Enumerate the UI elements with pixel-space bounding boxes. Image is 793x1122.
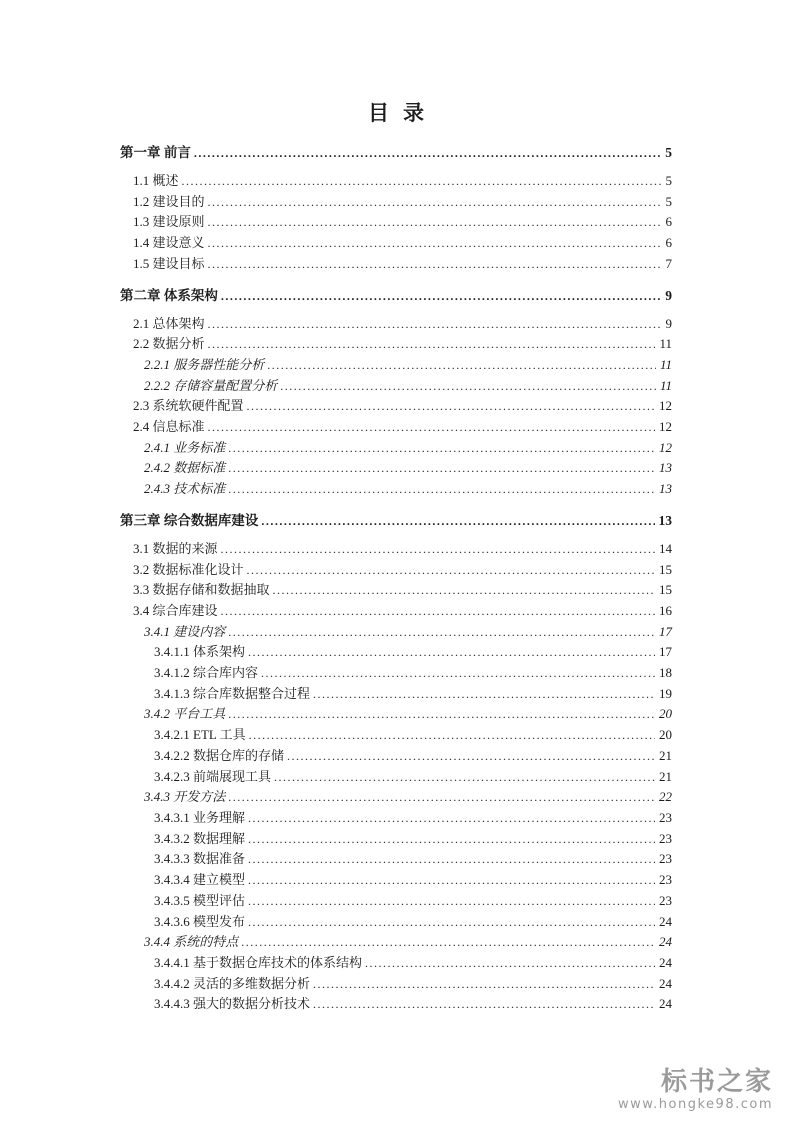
toc-page-number: 13 xyxy=(659,481,672,497)
toc-page-number: 17 xyxy=(659,623,672,639)
toc-entry-row xyxy=(120,438,672,459)
dot-leader xyxy=(365,953,655,974)
dot-leader xyxy=(313,684,655,705)
toc-entry-label: 3.4.1 建设内容 xyxy=(144,623,226,639)
toc-page-number: 23 xyxy=(659,809,672,825)
toc-entry-row xyxy=(120,953,672,974)
dot-leader xyxy=(313,994,655,1015)
dot-leader xyxy=(248,912,655,933)
dot-leader xyxy=(208,233,662,254)
dot-leader xyxy=(228,622,655,643)
toc-chapter-row xyxy=(120,285,672,307)
toc-page-number: 21 xyxy=(659,747,672,763)
toc-entry-row xyxy=(120,787,672,808)
toc-entry-row xyxy=(120,932,672,953)
dot-leader xyxy=(208,192,662,213)
toc-entry-label: 2.4.3 技术标准 xyxy=(144,481,226,497)
toc-page-number: 21 xyxy=(659,768,672,784)
toc-entry-row xyxy=(120,622,672,643)
toc-page-number: 5 xyxy=(665,145,672,160)
toc-entry-row xyxy=(120,642,672,663)
toc-page-number: 6 xyxy=(665,214,672,230)
toc-page-number: 6 xyxy=(665,235,672,251)
toc-page-number: 9 xyxy=(665,287,672,303)
toc-entry-row xyxy=(120,417,672,438)
dot-leader xyxy=(228,787,655,808)
dot-leader xyxy=(287,746,655,767)
toc-page-number: 11 xyxy=(659,377,672,393)
toc-entry-row xyxy=(120,314,672,335)
dot-leader xyxy=(241,932,655,953)
toc-page-number: 22 xyxy=(659,789,672,805)
dot-leader xyxy=(248,891,655,912)
toc-entry-row xyxy=(120,746,672,767)
toc-page-number: 12 xyxy=(659,419,672,435)
toc-page-number: 20 xyxy=(659,706,672,722)
toc-entry-row xyxy=(120,891,672,912)
toc-entry-row xyxy=(120,767,672,788)
toc-page-number: 24 xyxy=(659,954,672,970)
toc-entry-label: 1.4 建设意义 xyxy=(133,235,205,251)
toc-entry-label: 3.4.1.3 综合库数据整合过程 xyxy=(154,685,311,701)
toc-entry-row xyxy=(120,684,672,705)
toc-entry-label: 3.1 数据的来源 xyxy=(133,540,218,556)
toc-entry-label: 2.4.1 业务标准 xyxy=(144,439,226,455)
toc-entry-row xyxy=(120,233,672,254)
toc-entry-row xyxy=(120,254,672,275)
table-of-contents xyxy=(120,142,672,1015)
dot-leader xyxy=(182,171,662,192)
toc-page-number: 13 xyxy=(659,460,672,476)
dot-leader xyxy=(208,314,662,335)
toc-entry-label: 3.3 数据存储和数据抽取 xyxy=(133,582,270,598)
dot-leader xyxy=(228,438,655,459)
dot-leader xyxy=(248,829,655,850)
dot-leader xyxy=(248,849,655,870)
toc-entry-label: 2.2 数据分析 xyxy=(133,336,205,352)
toc-entry-label: 第二章 体系架构 xyxy=(120,287,218,303)
toc-entry-row xyxy=(120,829,672,850)
toc-page-number: 23 xyxy=(659,872,672,888)
toc-entry-row xyxy=(120,171,672,192)
dot-leader xyxy=(221,539,655,560)
toc-entry-label: 1.5 建设目标 xyxy=(133,255,205,271)
toc-entry-row xyxy=(120,808,672,829)
toc-entry-label: 3.2 数据标准化设计 xyxy=(133,561,244,577)
dot-leader xyxy=(267,355,656,376)
toc-entry-row xyxy=(120,479,672,500)
toc-page-number: 9 xyxy=(665,315,672,331)
watermark-url-text: www.hongke98.com xyxy=(617,1097,773,1112)
toc-page-number: 11 xyxy=(659,356,672,372)
dot-leader xyxy=(208,254,662,275)
toc-page-number: 12 xyxy=(659,398,672,414)
toc-entry-label: 2.4 信息标准 xyxy=(133,419,205,435)
toc-entry-label: 3.4.1.2 综合库内容 xyxy=(154,665,259,681)
toc-entry-row xyxy=(120,376,672,397)
dot-leader xyxy=(249,725,655,746)
toc-page-number: 24 xyxy=(659,913,672,929)
toc-entry-label: 2.1 总体架构 xyxy=(133,315,205,331)
toc-entry-label: 3.4.2.3 前端展现工具 xyxy=(154,768,272,784)
toc-page-number: 23 xyxy=(659,851,672,867)
toc-entry-row xyxy=(120,663,672,684)
watermark-brand-text: 标书之家 xyxy=(660,1067,773,1097)
toc-entry-label: 3.4.2.1 ETL 工具 xyxy=(154,727,246,743)
toc-entry-label: 3.4.3.4 建立模型 xyxy=(154,872,246,888)
toc-entry-label: 3.4.3 开发方法 xyxy=(144,789,226,805)
toc-entry-row xyxy=(120,849,672,870)
watermark xyxy=(618,1068,773,1112)
dot-leader xyxy=(208,417,655,438)
toc-page-number: 24 xyxy=(659,996,672,1012)
toc-entry-label: 3.4.2.2 数据仓库的存储 xyxy=(154,747,285,763)
toc-entry-row xyxy=(120,725,672,746)
dot-leader xyxy=(221,601,655,622)
toc-entry-row xyxy=(120,458,672,479)
toc-page-number: 19 xyxy=(659,685,672,701)
toc-entry-row xyxy=(120,704,672,725)
toc-entry-row xyxy=(120,580,672,601)
toc-page-number: 24 xyxy=(659,934,672,950)
toc-chapter-row xyxy=(120,510,672,532)
dot-leader xyxy=(208,212,662,233)
toc-entry-row xyxy=(120,334,672,355)
toc-entry-row xyxy=(120,912,672,933)
dot-leader xyxy=(248,870,655,891)
toc-entry-row xyxy=(120,560,672,581)
toc-entry-label: 2.4.2 数据标准 xyxy=(144,460,226,476)
toc-entry-row xyxy=(120,974,672,995)
toc-entry-label: 3.4.4.1 基于数据仓库技术的体系结构 xyxy=(154,954,363,970)
toc-page-number: 18 xyxy=(659,665,672,681)
dot-leader xyxy=(248,642,655,663)
dot-leader xyxy=(248,808,655,829)
toc-entry-label: 1.2 建设目的 xyxy=(133,193,205,209)
dot-leader xyxy=(261,663,655,684)
toc-page-number: 17 xyxy=(659,644,672,660)
toc-entry-label: 1.1 概述 xyxy=(133,173,179,188)
toc-entry-label: 2.2.2 存储容量配置分析 xyxy=(144,377,278,393)
dot-leader xyxy=(261,510,654,532)
toc-entry-label: 3.4.1.1 体系架构 xyxy=(154,644,246,660)
toc-entry-label: 3.4 综合库建设 xyxy=(133,602,218,618)
toc-entry-row xyxy=(120,539,672,560)
toc-page-number: 14 xyxy=(659,540,672,556)
dot-leader xyxy=(221,285,661,307)
toc-entry-row xyxy=(120,601,672,622)
toc-page-number: 23 xyxy=(659,892,672,908)
toc-entry-row xyxy=(120,355,672,376)
toc-page-number: 15 xyxy=(659,582,672,598)
dot-leader xyxy=(208,334,656,355)
toc-entry-label: 3.4.4 系统的特点 xyxy=(144,934,239,950)
toc-page-number: 16 xyxy=(659,602,672,618)
toc-entry-label: 1.3 建设原则 xyxy=(133,214,205,230)
toc-entry-label: 2.3 系统软硬件配置 xyxy=(133,398,244,414)
toc-entry-row xyxy=(120,994,672,1015)
dot-leader xyxy=(313,974,655,995)
toc-entry-label: 3.4.4.3 强大的数据分析技术 xyxy=(154,996,311,1012)
toc-entry-label: 3.4.3.2 数据理解 xyxy=(154,830,246,846)
dot-leader xyxy=(228,704,655,725)
toc-entry-label: 3.4.4.2 灵活的多维数据分析 xyxy=(154,975,311,991)
toc-entry-row xyxy=(120,396,672,417)
toc-entry-label: 2.2.1 服务器性能分析 xyxy=(144,356,265,372)
dot-leader xyxy=(247,396,655,417)
toc-page-number: 5 xyxy=(665,193,672,209)
toc-title: 目录 xyxy=(368,101,438,125)
toc-page-number: 13 xyxy=(658,512,672,528)
toc-entry-row xyxy=(120,870,672,891)
toc-page-number: 15 xyxy=(659,561,672,577)
dot-leader xyxy=(274,767,655,788)
toc-page-number: 23 xyxy=(659,830,672,846)
dot-leader xyxy=(247,560,655,581)
toc-page-number: 24 xyxy=(659,975,672,991)
toc-entry-label: 3.4.3.1 业务理解 xyxy=(154,809,246,825)
dot-leader xyxy=(273,580,655,601)
toc-page-number: 12 xyxy=(659,439,672,455)
toc-entry-label: 3.4.3.3 数据准备 xyxy=(154,851,246,867)
toc-page-number: 5 xyxy=(665,173,672,188)
toc-entry-label: 3.4.3.6 模型发布 xyxy=(154,913,246,929)
dot-leader xyxy=(194,142,661,164)
toc-entry-label: 第一章 前言 xyxy=(120,145,191,160)
toc-chapter-row xyxy=(120,142,672,164)
toc-page-number: 20 xyxy=(659,727,672,743)
toc-entry-row xyxy=(120,212,672,233)
dot-leader xyxy=(280,376,656,397)
dot-leader xyxy=(228,479,655,500)
toc-entry-row xyxy=(120,192,672,213)
toc-page-number: 11 xyxy=(659,336,672,352)
toc-page-number: 7 xyxy=(665,255,672,271)
dot-leader xyxy=(228,458,655,479)
toc-entry-label: 3.4.3.5 模型评估 xyxy=(154,892,246,908)
toc-entry-label: 第三章 综合数据库建设 xyxy=(120,512,259,528)
toc-entry-label: 3.4.2 平台工具 xyxy=(144,706,226,722)
